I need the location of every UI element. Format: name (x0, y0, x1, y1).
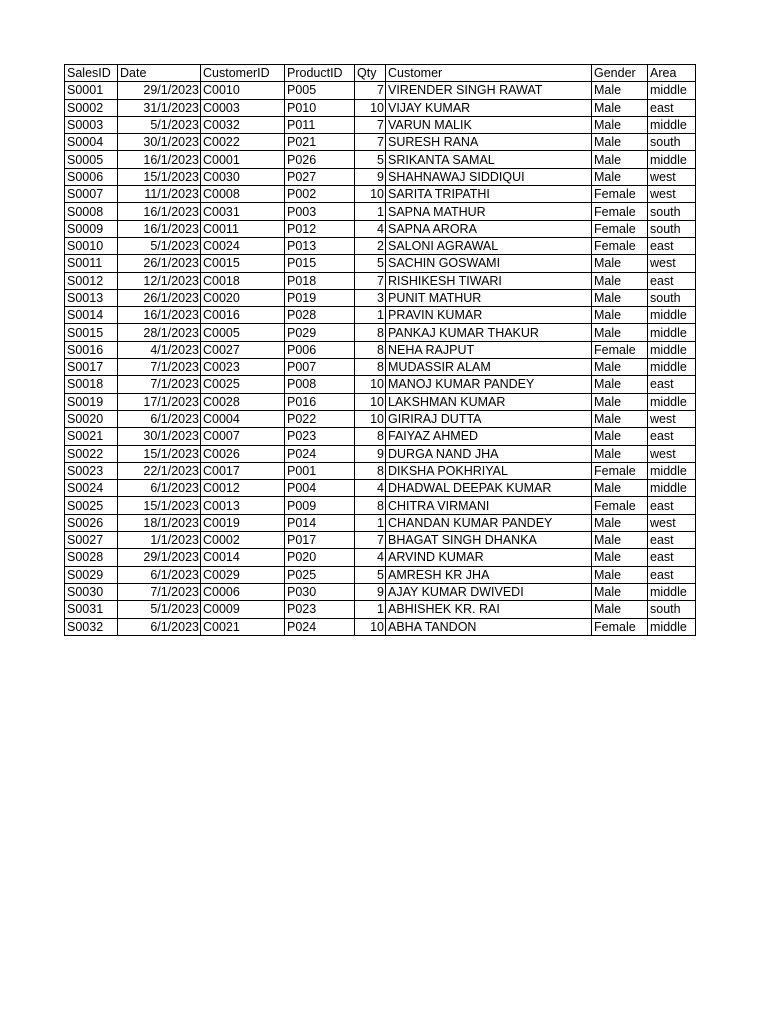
sales-id-cell: S0007 (65, 186, 118, 203)
qty-cell: 1 (355, 601, 386, 618)
qty-cell: 10 (355, 618, 386, 635)
customer-name-cell: DHADWAL DEEPAK KUMAR (386, 480, 592, 497)
qty-cell: 7 (355, 272, 386, 289)
sales-id-cell: S0016 (65, 341, 118, 358)
area-cell: west (648, 514, 696, 531)
gender-cell: Male (592, 445, 648, 462)
qty-cell: 5 (355, 566, 386, 583)
product-id-cell: P001 (285, 462, 355, 479)
sales-id-cell: S0006 (65, 168, 118, 185)
product-id-cell: P022 (285, 410, 355, 427)
table-row (65, 514, 696, 531)
product-id-cell: P023 (285, 601, 355, 618)
table-row (65, 497, 696, 514)
customer-name-cell: GIRIRAJ DUTTA (386, 410, 592, 427)
customer-name-cell: AMRESH KR JHA (386, 566, 592, 583)
customer-name-cell: CHANDAN KUMAR PANDEY (386, 514, 592, 531)
table-row (65, 376, 696, 393)
qty-cell: 10 (355, 376, 386, 393)
gender-cell: Male (592, 376, 648, 393)
date-cell: 28/1/2023 (118, 324, 201, 341)
table-row (65, 307, 696, 324)
table-row (65, 341, 696, 358)
sales-id-cell: S0004 (65, 134, 118, 151)
sales-id-cell: S0019 (65, 393, 118, 410)
qty-cell: 10 (355, 393, 386, 410)
table-row (65, 289, 696, 306)
sales-id-cell: S0026 (65, 514, 118, 531)
sales-id-cell: S0012 (65, 272, 118, 289)
qty-cell: 7 (355, 134, 386, 151)
qty-cell: 8 (355, 497, 386, 514)
product-id-cell: P014 (285, 514, 355, 531)
area-cell: east (648, 497, 696, 514)
qty-cell: 5 (355, 255, 386, 272)
customer-id-cell: C0028 (201, 393, 285, 410)
sales-id-cell: S0022 (65, 445, 118, 462)
customer-name-cell: AJAY KUMAR DWIVEDI (386, 583, 592, 600)
sales-id-cell: S0018 (65, 376, 118, 393)
customer-id-cell: C0019 (201, 514, 285, 531)
area-cell: middle (648, 462, 696, 479)
gender-cell: Female (592, 203, 648, 220)
customer-name-cell: SAPNA ARORA (386, 220, 592, 237)
sales-id-cell: S0025 (65, 497, 118, 514)
product-id-cell: P015 (285, 255, 355, 272)
gender-cell: Male (592, 601, 648, 618)
area-cell: west (648, 168, 696, 185)
table-row (65, 393, 696, 410)
area-cell: middle (648, 151, 696, 168)
qty-cell: 10 (355, 99, 386, 116)
customer-id-cell: C0031 (201, 203, 285, 220)
gender-cell: Female (592, 462, 648, 479)
table-row (65, 151, 696, 168)
area-cell: east (648, 549, 696, 566)
area-cell: east (648, 99, 696, 116)
product-id-cell: P010 (285, 99, 355, 116)
qty-cell: 9 (355, 445, 386, 462)
customer-id-cell: C0006 (201, 583, 285, 600)
header-area: Area (648, 65, 696, 82)
qty-cell: 1 (355, 203, 386, 220)
qty-cell: 10 (355, 186, 386, 203)
gender-cell: Male (592, 549, 648, 566)
table-row (65, 220, 696, 237)
date-cell: 30/1/2023 (118, 134, 201, 151)
customer-name-cell: RISHIKESH TIWARI (386, 272, 592, 289)
customer-id-cell: C0026 (201, 445, 285, 462)
sales-id-cell: S0015 (65, 324, 118, 341)
sales-id-cell: S0027 (65, 532, 118, 549)
customer-id-cell: C0009 (201, 601, 285, 618)
product-id-cell: P030 (285, 583, 355, 600)
area-cell: east (648, 237, 696, 254)
date-cell: 15/1/2023 (118, 497, 201, 514)
gender-cell: Female (592, 618, 648, 635)
product-id-cell: P007 (285, 359, 355, 376)
customer-id-cell: C0024 (201, 237, 285, 254)
customer-name-cell: SHAHNAWAJ SIDDIQUI (386, 168, 592, 185)
date-cell: 1/1/2023 (118, 532, 201, 549)
customer-name-cell: MUDASSIR ALAM (386, 359, 592, 376)
area-cell: east (648, 376, 696, 393)
area-cell: west (648, 445, 696, 462)
area-cell: middle (648, 359, 696, 376)
customer-id-cell: C0018 (201, 272, 285, 289)
header-gender: Gender (592, 65, 648, 82)
table-row (65, 116, 696, 133)
date-cell: 16/1/2023 (118, 151, 201, 168)
gender-cell: Male (592, 324, 648, 341)
gender-cell: Male (592, 359, 648, 376)
gender-cell: Male (592, 393, 648, 410)
customer-id-cell: C0013 (201, 497, 285, 514)
gender-cell: Female (592, 497, 648, 514)
table-row (65, 99, 696, 116)
customer-name-cell: DURGA NAND JHA (386, 445, 592, 462)
header-productid: ProductID (285, 65, 355, 82)
gender-cell: Male (592, 566, 648, 583)
sales-id-cell: S0009 (65, 220, 118, 237)
customer-name-cell: PUNIT MATHUR (386, 289, 592, 306)
customer-name-cell: NEHA RAJPUT (386, 341, 592, 358)
gender-cell: Male (592, 151, 648, 168)
customer-name-cell: SALONI AGRAWAL (386, 237, 592, 254)
qty-cell: 10 (355, 410, 386, 427)
gender-cell: Male (592, 514, 648, 531)
area-cell: west (648, 255, 696, 272)
area-cell: middle (648, 341, 696, 358)
date-cell: 11/1/2023 (118, 186, 201, 203)
customer-name-cell: DIKSHA POKHRIYAL (386, 462, 592, 479)
customer-id-cell: C0004 (201, 410, 285, 427)
table-row (65, 237, 696, 254)
table-row (65, 82, 696, 99)
customer-id-cell: C0015 (201, 255, 285, 272)
product-id-cell: P012 (285, 220, 355, 237)
date-cell: 16/1/2023 (118, 220, 201, 237)
gender-cell: Male (592, 255, 648, 272)
qty-cell: 1 (355, 307, 386, 324)
table-row (65, 583, 696, 600)
customer-name-cell: SRIKANTA SAMAL (386, 151, 592, 168)
sales-id-cell: S0013 (65, 289, 118, 306)
customer-id-cell: C0011 (201, 220, 285, 237)
customer-id-cell: C0001 (201, 151, 285, 168)
gender-cell: Male (592, 583, 648, 600)
customer-name-cell: PRAVIN KUMAR (386, 307, 592, 324)
qty-cell: 8 (355, 359, 386, 376)
customer-name-cell: SARITA TRIPATHI (386, 186, 592, 203)
product-id-cell: P003 (285, 203, 355, 220)
product-id-cell: P021 (285, 134, 355, 151)
customer-name-cell: VARUN MALIK (386, 116, 592, 133)
date-cell: 26/1/2023 (118, 255, 201, 272)
date-cell: 15/1/2023 (118, 168, 201, 185)
qty-cell: 2 (355, 237, 386, 254)
product-id-cell: P002 (285, 186, 355, 203)
customer-name-cell: BHAGAT SINGH DHANKA (386, 532, 592, 549)
qty-cell: 8 (355, 341, 386, 358)
qty-cell: 9 (355, 583, 386, 600)
sales-id-cell: S0014 (65, 307, 118, 324)
gender-cell: Female (592, 220, 648, 237)
product-id-cell: P023 (285, 428, 355, 445)
product-id-cell: P011 (285, 116, 355, 133)
qty-cell: 9 (355, 168, 386, 185)
customer-id-cell: C0025 (201, 376, 285, 393)
date-cell: 18/1/2023 (118, 514, 201, 531)
gender-cell: Male (592, 168, 648, 185)
sales-id-cell: S0003 (65, 116, 118, 133)
customer-id-cell: C0014 (201, 549, 285, 566)
customer-id-cell: C0007 (201, 428, 285, 445)
date-cell: 30/1/2023 (118, 428, 201, 445)
customer-name-cell: SAPNA MATHUR (386, 203, 592, 220)
gender-cell: Female (592, 186, 648, 203)
header-customer: Customer (386, 65, 592, 82)
date-cell: 6/1/2023 (118, 566, 201, 583)
date-cell: 17/1/2023 (118, 393, 201, 410)
gender-cell: Male (592, 272, 648, 289)
product-id-cell: P016 (285, 393, 355, 410)
date-cell: 6/1/2023 (118, 410, 201, 427)
date-cell: 16/1/2023 (118, 307, 201, 324)
qty-cell: 8 (355, 462, 386, 479)
customer-id-cell: C0027 (201, 341, 285, 358)
area-cell: middle (648, 307, 696, 324)
header-qty: Qty (355, 65, 386, 82)
product-id-cell: P029 (285, 324, 355, 341)
customer-name-cell: ARVIND KUMAR (386, 549, 592, 566)
date-cell: 15/1/2023 (118, 445, 201, 462)
table-row (65, 272, 696, 289)
sales-table (64, 64, 696, 636)
sales-id-cell: S0002 (65, 99, 118, 116)
table-row (65, 255, 696, 272)
qty-cell: 7 (355, 532, 386, 549)
product-id-cell: P017 (285, 532, 355, 549)
sales-id-cell: S0010 (65, 237, 118, 254)
product-id-cell: P027 (285, 168, 355, 185)
product-id-cell: P005 (285, 82, 355, 99)
gender-cell: Male (592, 116, 648, 133)
product-id-cell: P009 (285, 497, 355, 514)
qty-cell: 8 (355, 428, 386, 445)
customer-name-cell: FAIYAZ AHMED (386, 428, 592, 445)
product-id-cell: P019 (285, 289, 355, 306)
date-cell: 12/1/2023 (118, 272, 201, 289)
customer-name-cell: SACHIN GOSWAMI (386, 255, 592, 272)
area-cell: south (648, 203, 696, 220)
customer-id-cell: C0003 (201, 99, 285, 116)
table-row (65, 566, 696, 583)
date-cell: 7/1/2023 (118, 376, 201, 393)
customer-id-cell: C0010 (201, 82, 285, 99)
product-id-cell: P020 (285, 549, 355, 566)
sales-id-cell: S0017 (65, 359, 118, 376)
customer-name-cell: MANOJ KUMAR PANDEY (386, 376, 592, 393)
product-id-cell: P025 (285, 566, 355, 583)
area-cell: east (648, 272, 696, 289)
table-row (65, 462, 696, 479)
qty-cell: 4 (355, 220, 386, 237)
date-cell: 29/1/2023 (118, 82, 201, 99)
table-row (65, 532, 696, 549)
customer-name-cell: ABHISHEK KR. RAI (386, 601, 592, 618)
table-row (65, 601, 696, 618)
sales-id-cell: S0011 (65, 255, 118, 272)
product-id-cell: P013 (285, 237, 355, 254)
date-cell: 7/1/2023 (118, 359, 201, 376)
customer-id-cell: C0029 (201, 566, 285, 583)
area-cell: south (648, 601, 696, 618)
qty-cell: 7 (355, 82, 386, 99)
customer-id-cell: C0023 (201, 359, 285, 376)
sales-id-cell: S0008 (65, 203, 118, 220)
sales-id-cell: S0032 (65, 618, 118, 635)
area-cell: west (648, 410, 696, 427)
table-body (65, 82, 696, 636)
area-cell: middle (648, 82, 696, 99)
qty-cell: 4 (355, 549, 386, 566)
customer-id-cell: C0032 (201, 116, 285, 133)
customer-id-cell: C0030 (201, 168, 285, 185)
area-cell: south (648, 289, 696, 306)
qty-cell: 7 (355, 116, 386, 133)
gender-cell: Male (592, 410, 648, 427)
customer-name-cell: PANKAJ KUMAR THAKUR (386, 324, 592, 341)
customer-id-cell: C0002 (201, 532, 285, 549)
table-row (65, 186, 696, 203)
table-row (65, 134, 696, 151)
table-row (65, 549, 696, 566)
product-id-cell: P008 (285, 376, 355, 393)
sales-id-cell: S0024 (65, 480, 118, 497)
date-cell: 5/1/2023 (118, 601, 201, 618)
customer-name-cell: SURESH RANA (386, 134, 592, 151)
qty-cell: 4 (355, 480, 386, 497)
customer-id-cell: C0021 (201, 618, 285, 635)
date-cell: 6/1/2023 (118, 618, 201, 635)
customer-id-cell: C0012 (201, 480, 285, 497)
customer-id-cell: C0008 (201, 186, 285, 203)
product-id-cell: P028 (285, 307, 355, 324)
header-customerid: CustomerID (201, 65, 285, 82)
date-cell: 29/1/2023 (118, 549, 201, 566)
table-row (65, 445, 696, 462)
product-id-cell: P004 (285, 480, 355, 497)
product-id-cell: P024 (285, 618, 355, 635)
area-cell: east (648, 428, 696, 445)
area-cell: middle (648, 116, 696, 133)
area-cell: middle (648, 618, 696, 635)
date-cell: 16/1/2023 (118, 203, 201, 220)
product-id-cell: P018 (285, 272, 355, 289)
table-row (65, 324, 696, 341)
area-cell: east (648, 532, 696, 549)
sales-id-cell: S0021 (65, 428, 118, 445)
sales-id-cell: S0020 (65, 410, 118, 427)
gender-cell: Male (592, 134, 648, 151)
customer-name-cell: CHITRA VIRMANI (386, 497, 592, 514)
sales-id-cell: S0029 (65, 566, 118, 583)
gender-cell: Male (592, 307, 648, 324)
qty-cell: 5 (355, 151, 386, 168)
qty-cell: 1 (355, 514, 386, 531)
area-cell: south (648, 220, 696, 237)
table-row (65, 168, 696, 185)
sales-id-cell: S0023 (65, 462, 118, 479)
customer-id-cell: C0016 (201, 307, 285, 324)
gender-cell: Male (592, 532, 648, 549)
customer-id-cell: C0020 (201, 289, 285, 306)
area-cell: east (648, 566, 696, 583)
qty-cell: 3 (355, 289, 386, 306)
customer-id-cell: C0017 (201, 462, 285, 479)
customer-name-cell: VIRENDER SINGH RAWAT (386, 82, 592, 99)
header-date: Date (118, 65, 201, 82)
product-id-cell: P006 (285, 341, 355, 358)
sales-id-cell: S0001 (65, 82, 118, 99)
area-cell: middle (648, 324, 696, 341)
date-cell: 31/1/2023 (118, 99, 201, 116)
sales-id-cell: S0028 (65, 549, 118, 566)
customer-name-cell: VIJAY KUMAR (386, 99, 592, 116)
area-cell: west (648, 186, 696, 203)
date-cell: 6/1/2023 (118, 480, 201, 497)
sales-id-cell: S0030 (65, 583, 118, 600)
area-cell: south (648, 134, 696, 151)
gender-cell: Male (592, 82, 648, 99)
sales-id-cell: S0005 (65, 151, 118, 168)
product-id-cell: P026 (285, 151, 355, 168)
table-row (65, 203, 696, 220)
qty-cell: 8 (355, 324, 386, 341)
table-row (65, 359, 696, 376)
gender-cell: Male (592, 480, 648, 497)
gender-cell: Male (592, 289, 648, 306)
area-cell: middle (648, 393, 696, 410)
date-cell: 22/1/2023 (118, 462, 201, 479)
gender-cell: Male (592, 428, 648, 445)
header-row (65, 65, 696, 82)
table-row (65, 480, 696, 497)
gender-cell: Female (592, 341, 648, 358)
sales-id-cell: S0031 (65, 601, 118, 618)
product-id-cell: P024 (285, 445, 355, 462)
gender-cell: Male (592, 99, 648, 116)
table-row (65, 410, 696, 427)
date-cell: 5/1/2023 (118, 116, 201, 133)
date-cell: 4/1/2023 (118, 341, 201, 358)
table-row (65, 618, 696, 635)
date-cell: 26/1/2023 (118, 289, 201, 306)
customer-id-cell: C0005 (201, 324, 285, 341)
area-cell: middle (648, 583, 696, 600)
customer-id-cell: C0022 (201, 134, 285, 151)
area-cell: middle (648, 480, 696, 497)
header-salesid: SalesID (65, 65, 118, 82)
customer-name-cell: ABHA TANDON (386, 618, 592, 635)
date-cell: 7/1/2023 (118, 583, 201, 600)
customer-name-cell: LAKSHMAN KUMAR (386, 393, 592, 410)
date-cell: 5/1/2023 (118, 237, 201, 254)
gender-cell: Female (592, 237, 648, 254)
table-row (65, 428, 696, 445)
